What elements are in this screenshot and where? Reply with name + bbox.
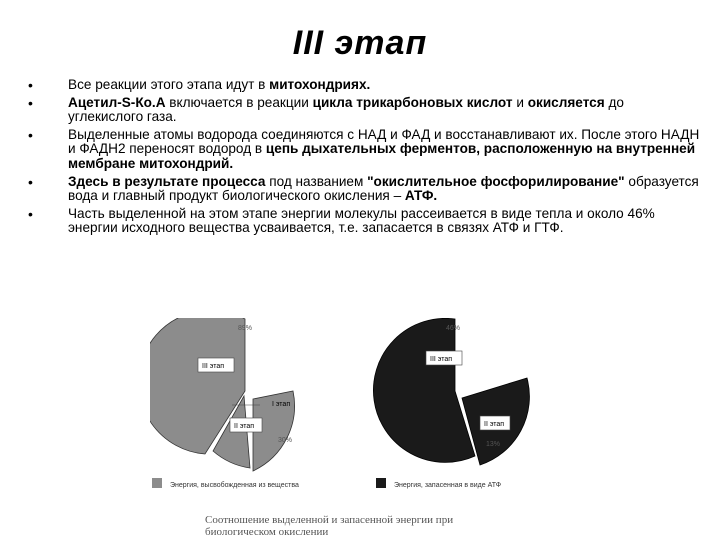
bullet-bold-text: АТФ. bbox=[404, 188, 438, 204]
bullet-text: включается в реакции bbox=[165, 94, 313, 110]
bullet-text: до углекислого газа. bbox=[68, 94, 624, 125]
pie-right-ii-label: II этап bbox=[484, 421, 505, 428]
bullet-bold-text: Здесь в результате процесса bbox=[68, 173, 266, 189]
bullet-bold-text: цикла трикарбоновых кислот bbox=[312, 94, 513, 110]
bullet-item bbox=[28, 78, 700, 93]
bullet-text: образуется вода и главный продукт биологического окисления – bbox=[68, 173, 699, 204]
pie-left bbox=[150, 318, 295, 471]
bullet-text: и bbox=[512, 94, 528, 110]
bullet-item bbox=[28, 96, 700, 125]
pie-left-i-label: I этап bbox=[272, 401, 291, 408]
chart-caption: Соотношение выделенной и запасенной энергии при биологическом окислении bbox=[205, 514, 454, 538]
bullet-bold-text: Ацетил-S-Ко.А bbox=[68, 94, 166, 110]
pie-right-main-slice bbox=[373, 318, 475, 462]
bullet-text: Все реакции этого этапа идут в bbox=[68, 77, 270, 92]
bullet-list bbox=[28, 78, 700, 239]
pie-left-iii-label: III этап bbox=[202, 363, 225, 370]
bullet-text: под названием bbox=[265, 173, 368, 189]
bullet-text: Выделенные атомы водорода соединяются с НАД и ФАД и восстанавливают их. После этого НАДН и ФАДН2 переносят водород в bbox=[68, 126, 700, 157]
bullet-item bbox=[28, 128, 700, 172]
pie-left-ii-value: 30% bbox=[278, 437, 293, 444]
legend-right-swatch bbox=[376, 478, 386, 488]
pie-left-iii-value: 89% bbox=[238, 325, 253, 332]
pie-left-ii-label: II этап bbox=[234, 423, 255, 430]
bullet-item bbox=[28, 207, 700, 236]
slide-title: III этап bbox=[292, 24, 428, 62]
bullet-bold-text: цепь дыхательных ферментов, расположенную на внутренней мембране митохондрий. bbox=[68, 141, 696, 171]
legend-right-label: Энергия, запасенная в виде АТФ bbox=[394, 482, 502, 489]
bullet-bold-text: "окислительное фосфорилирование" bbox=[367, 173, 625, 189]
energy-pie-charts bbox=[150, 318, 570, 498]
bullet-item bbox=[28, 175, 700, 204]
pie-right-ii-value: 13% bbox=[486, 441, 501, 448]
pie-right-iii-label: III этап bbox=[430, 356, 453, 363]
bullet-bold-text: митохондриях. bbox=[269, 77, 371, 92]
legend-left-label: Энергия, высвобожденная из вещества bbox=[170, 482, 299, 489]
legend-left-swatch bbox=[152, 478, 162, 488]
pie-right-iii-value: 46% bbox=[446, 325, 461, 332]
pie-right bbox=[373, 318, 529, 465]
bullet-bold-text: окисляется bbox=[527, 94, 605, 110]
bullet-text: Часть выделенной на этом этапе энергии молекулы рассеивается в виде тепла и около 46% энергии исходного вещества усваивается, т.е. запасается в связях АТФ и ГТФ. bbox=[68, 205, 655, 236]
